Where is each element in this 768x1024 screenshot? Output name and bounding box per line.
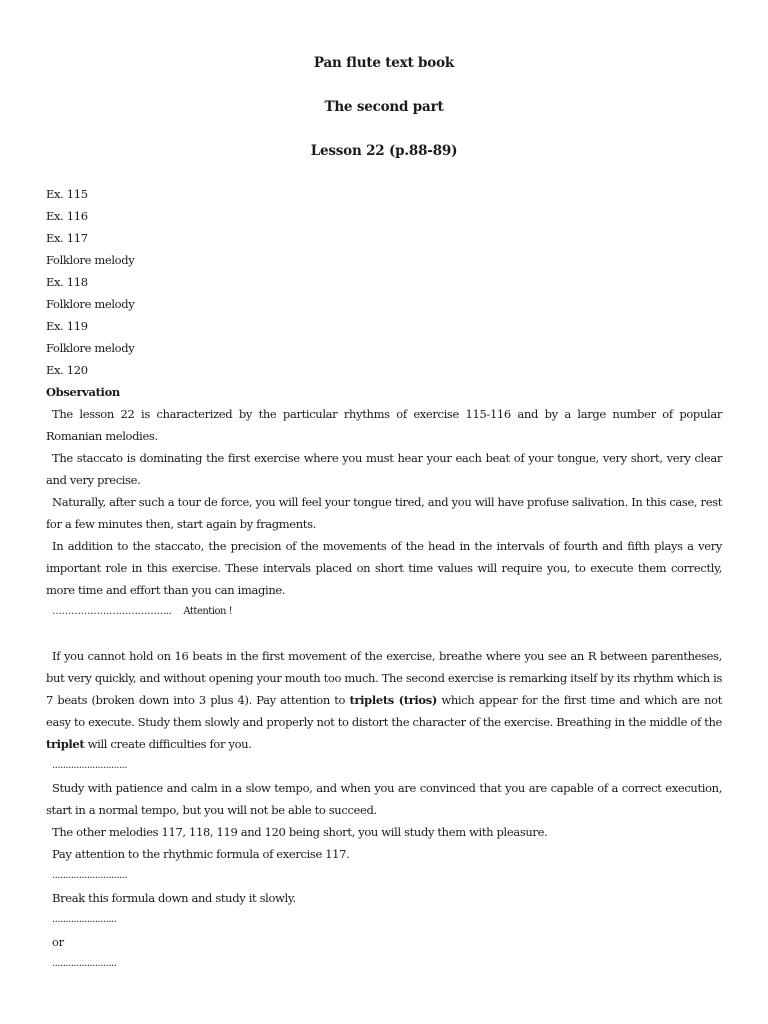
exercise-item: Ex. 118 [46,275,88,289]
exercise-item: Ex. 120 [46,363,88,377]
exercise-item: Folklore melody [46,253,135,267]
exercise-item: Ex. 119 [46,319,88,333]
dotted-placeholder: ............................ [52,870,128,881]
paragraph: Pay attention to the rhythmic formula of exercise 117. [52,847,350,861]
book-title: Pan flute text book [313,55,455,71]
paragraph: Study with patience and calm in a slow tempo, and when you are convinced that you are capable of a correct execution, start in a normal tempo, but you will not be able to succeed. [46,781,722,817]
paragraph: The staccato is dominating the first exercise where you must hear your each beat of your tongue, very short, very clear and very precise. [46,451,722,487]
triplet-emphasis: triplet [46,737,85,751]
dotted-placeholder: ........................ [52,958,117,969]
paragraph: The other melodies 117, 118, 119 and 120 being short, you will study them with pleasure. [52,825,548,839]
paragraph: The lesson 22 is characterized by the particular rhythms of exercise 115-116 and by a large number of popular Romanian melodies. [46,407,722,443]
dotted-placeholder: ............................ [52,760,128,771]
dotted-placeholder: ........................ [52,914,117,925]
part-title: The second part [324,99,444,115]
paragraph-text: will create difficulties for you. [84,737,252,751]
exercise-item: Ex. 117 [46,231,88,245]
observation-heading: Observation [46,385,120,399]
exercise-item: Folklore melody [46,341,135,355]
or-text: or [52,935,64,949]
dotted-placeholder: ……………………………….. [52,606,172,617]
attention-line [46,601,722,623]
paragraph: Naturally, after such a tour de force, you will feel your tongue tired, and you will have profuse salivation. In this case, rest for a few minutes then, start again by fragments. [46,495,722,531]
exercise-item: Ex. 116 [46,209,88,223]
document-body [46,183,722,975]
spacer [46,623,722,645]
attention-label: Attention ! [183,606,233,617]
exercise-item: Folklore melody [46,297,135,311]
lesson-title: Lesson 22 (p.88-89) [310,143,458,159]
paragraph-text: If you cannot hold on 16 beats in the first movement of the exercise, breathe where you see an R between parentheses, but very quickly, and without opening your mouth too much. The second exercise is remarking itself by its rhythm which is 7 beats (broken down into 3 plus 4). Pay attention to [46,649,722,707]
paragraph: In addition to the staccato, the precision of the movements of the head in the intervals of fourth and fifth plays a very important role in this exercise. These intervals placed on short time values will require you, to execute them correctly, more time and effort than you can imagine. [46,539,722,597]
exercise-item: Ex. 115 [46,187,88,201]
paragraph: Break this formula down and study it slowly. [52,891,296,905]
paragraph [46,645,722,755]
triplets-emphasis: triplets (trios) [349,693,437,707]
paragraph-text: which appear for the first time and which are not easy to execute. Study them slowly and properly not to distort the character of the exercise. Breathing in the middle of the [46,693,722,729]
